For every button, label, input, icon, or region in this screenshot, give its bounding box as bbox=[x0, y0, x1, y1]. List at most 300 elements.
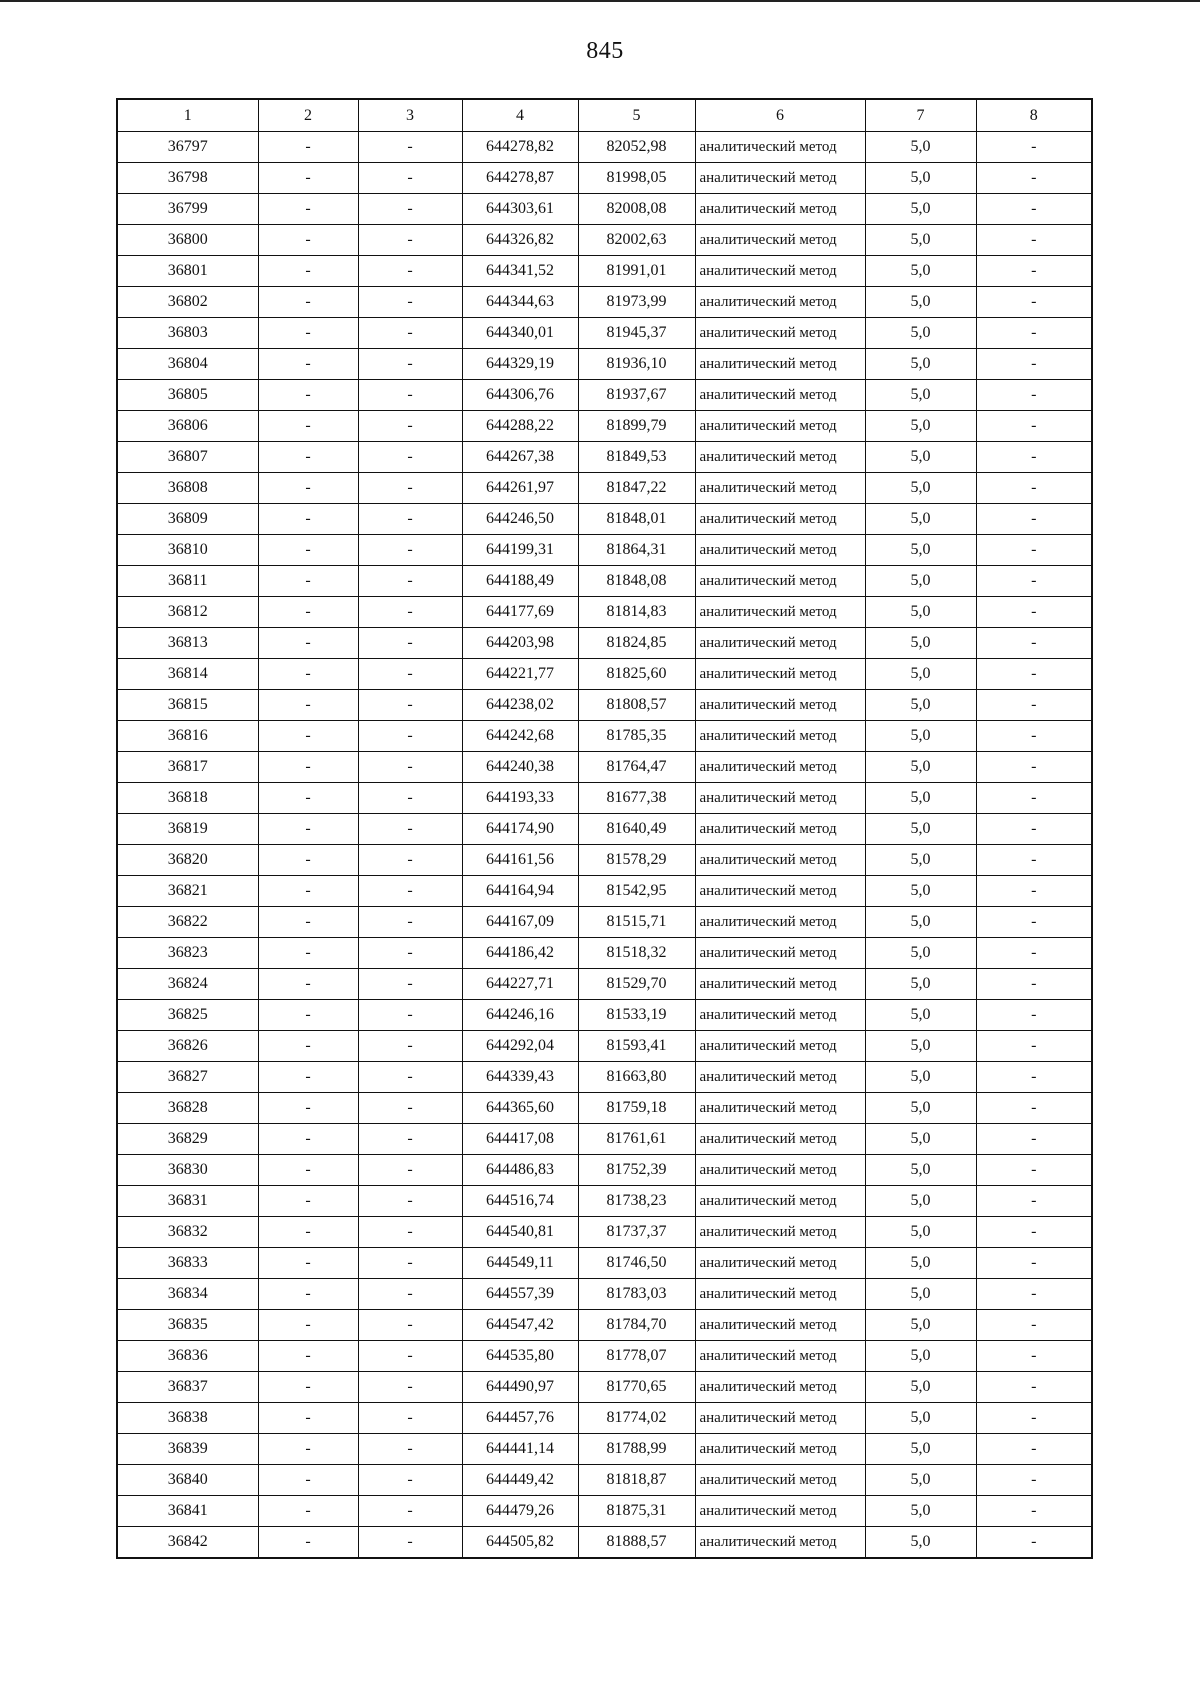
cell-col3-value: - bbox=[358, 845, 462, 876]
cell-col8-value: - bbox=[976, 1341, 1092, 1372]
cell-point-number: 36828 bbox=[117, 1093, 258, 1124]
cell-x-coordinate: 644177,69 bbox=[462, 597, 578, 628]
cell-point-number: 36832 bbox=[117, 1217, 258, 1248]
cell-col8-value: - bbox=[976, 1155, 1092, 1186]
cell-col2-value: - bbox=[258, 783, 358, 814]
cell-col3-value: - bbox=[358, 876, 462, 907]
cell-col2-value: - bbox=[258, 473, 358, 504]
cell-y-coordinate: 81818,87 bbox=[578, 1465, 695, 1496]
cell-col8-value: - bbox=[976, 659, 1092, 690]
cell-method: аналитический метод bbox=[695, 907, 865, 938]
cell-point-number: 36817 bbox=[117, 752, 258, 783]
cell-col8-value: - bbox=[976, 1217, 1092, 1248]
cell-col8-value: - bbox=[976, 628, 1092, 659]
cell-col2-value: - bbox=[258, 194, 358, 225]
table-row bbox=[117, 814, 1092, 845]
cell-method: аналитический метод bbox=[695, 628, 865, 659]
cell-accuracy: 5,0 bbox=[865, 907, 976, 938]
cell-x-coordinate: 644486,83 bbox=[462, 1155, 578, 1186]
cell-y-coordinate: 81778,07 bbox=[578, 1341, 695, 1372]
cell-col8-value: - bbox=[976, 783, 1092, 814]
cell-col2-value: - bbox=[258, 256, 358, 287]
cell-col8-value: - bbox=[976, 907, 1092, 938]
cell-col3-value: - bbox=[358, 256, 462, 287]
cell-col8-value: - bbox=[976, 1248, 1092, 1279]
cell-point-number: 36826 bbox=[117, 1031, 258, 1062]
cell-accuracy: 5,0 bbox=[865, 876, 976, 907]
cell-x-coordinate: 644188,49 bbox=[462, 566, 578, 597]
table-row bbox=[117, 690, 1092, 721]
cell-col2-value: - bbox=[258, 845, 358, 876]
cell-accuracy: 5,0 bbox=[865, 1062, 976, 1093]
cell-method: аналитический метод bbox=[695, 1310, 865, 1341]
cell-col3-value: - bbox=[358, 721, 462, 752]
table-row bbox=[117, 1093, 1092, 1124]
cell-x-coordinate: 644344,63 bbox=[462, 287, 578, 318]
cell-col2-value: - bbox=[258, 380, 358, 411]
column-header-8: 8 bbox=[976, 99, 1092, 132]
cell-col2-value: - bbox=[258, 1000, 358, 1031]
cell-col8-value: - bbox=[976, 1031, 1092, 1062]
cell-col8-value: - bbox=[976, 1186, 1092, 1217]
cell-col8-value: - bbox=[976, 597, 1092, 628]
cell-col2-value: - bbox=[258, 1465, 358, 1496]
cell-y-coordinate: 81808,57 bbox=[578, 690, 695, 721]
table-row bbox=[117, 1341, 1092, 1372]
cell-col3-value: - bbox=[358, 442, 462, 473]
cell-col3-value: - bbox=[358, 473, 462, 504]
cell-method: аналитический метод bbox=[695, 473, 865, 504]
cell-accuracy: 5,0 bbox=[865, 225, 976, 256]
cell-accuracy: 5,0 bbox=[865, 163, 976, 194]
cell-x-coordinate: 644306,76 bbox=[462, 380, 578, 411]
cell-method: аналитический метод bbox=[695, 1434, 865, 1465]
cell-accuracy: 5,0 bbox=[865, 814, 976, 845]
cell-accuracy: 5,0 bbox=[865, 287, 976, 318]
cell-point-number: 36834 bbox=[117, 1279, 258, 1310]
cell-point-number: 36840 bbox=[117, 1465, 258, 1496]
table-row bbox=[117, 1434, 1092, 1465]
cell-col3-value: - bbox=[358, 659, 462, 690]
cell-col2-value: - bbox=[258, 1155, 358, 1186]
cell-y-coordinate: 81759,18 bbox=[578, 1093, 695, 1124]
cell-col3-value: - bbox=[358, 566, 462, 597]
cell-col2-value: - bbox=[258, 907, 358, 938]
cell-x-coordinate: 644479,26 bbox=[462, 1496, 578, 1527]
cell-col8-value: - bbox=[976, 380, 1092, 411]
cell-col3-value: - bbox=[358, 318, 462, 349]
cell-accuracy: 5,0 bbox=[865, 721, 976, 752]
cell-y-coordinate: 81529,70 bbox=[578, 969, 695, 1000]
cell-x-coordinate: 644549,11 bbox=[462, 1248, 578, 1279]
cell-col3-value: - bbox=[358, 1217, 462, 1248]
cell-accuracy: 5,0 bbox=[865, 349, 976, 380]
cell-accuracy: 5,0 bbox=[865, 628, 976, 659]
cell-point-number: 36806 bbox=[117, 411, 258, 442]
cell-col2-value: - bbox=[258, 132, 358, 163]
cell-x-coordinate: 644246,16 bbox=[462, 1000, 578, 1031]
cell-accuracy: 5,0 bbox=[865, 938, 976, 969]
cell-method: аналитический метод bbox=[695, 1403, 865, 1434]
cell-y-coordinate: 81825,60 bbox=[578, 659, 695, 690]
cell-col2-value: - bbox=[258, 814, 358, 845]
cell-y-coordinate: 81640,49 bbox=[578, 814, 695, 845]
cell-col8-value: - bbox=[976, 473, 1092, 504]
cell-col8-value: - bbox=[976, 1496, 1092, 1527]
table-row bbox=[117, 132, 1092, 163]
cell-col8-value: - bbox=[976, 566, 1092, 597]
cell-x-coordinate: 644365,60 bbox=[462, 1093, 578, 1124]
table-header bbox=[117, 99, 1092, 132]
cell-col3-value: - bbox=[358, 1031, 462, 1062]
cell-col2-value: - bbox=[258, 1279, 358, 1310]
cell-col3-value: - bbox=[358, 907, 462, 938]
cell-accuracy: 5,0 bbox=[865, 1403, 976, 1434]
cell-col3-value: - bbox=[358, 380, 462, 411]
cell-col8-value: - bbox=[976, 132, 1092, 163]
cell-col2-value: - bbox=[258, 1186, 358, 1217]
cell-col8-value: - bbox=[976, 504, 1092, 535]
cell-col2-value: - bbox=[258, 566, 358, 597]
cell-col2-value: - bbox=[258, 1248, 358, 1279]
cell-col3-value: - bbox=[358, 535, 462, 566]
cell-point-number: 36800 bbox=[117, 225, 258, 256]
cell-point-number: 36822 bbox=[117, 907, 258, 938]
cell-y-coordinate: 81848,08 bbox=[578, 566, 695, 597]
cell-accuracy: 5,0 bbox=[865, 318, 976, 349]
table-row bbox=[117, 349, 1092, 380]
cell-method: аналитический метод bbox=[695, 783, 865, 814]
cell-method: аналитический метод bbox=[695, 442, 865, 473]
cell-col8-value: - bbox=[976, 938, 1092, 969]
cell-accuracy: 5,0 bbox=[865, 442, 976, 473]
cell-y-coordinate: 81785,35 bbox=[578, 721, 695, 752]
cell-accuracy: 5,0 bbox=[865, 1527, 976, 1559]
cell-point-number: 36803 bbox=[117, 318, 258, 349]
cell-point-number: 36824 bbox=[117, 969, 258, 1000]
cell-x-coordinate: 644186,42 bbox=[462, 938, 578, 969]
table-row bbox=[117, 1310, 1092, 1341]
table-row bbox=[117, 287, 1092, 318]
cell-method: аналитический метод bbox=[695, 132, 865, 163]
table-row bbox=[117, 163, 1092, 194]
cell-y-coordinate: 81737,37 bbox=[578, 1217, 695, 1248]
cell-y-coordinate: 81738,23 bbox=[578, 1186, 695, 1217]
cell-col2-value: - bbox=[258, 752, 358, 783]
cell-point-number: 36798 bbox=[117, 163, 258, 194]
cell-accuracy: 5,0 bbox=[865, 969, 976, 1000]
cell-col3-value: - bbox=[358, 628, 462, 659]
cell-x-coordinate: 644340,01 bbox=[462, 318, 578, 349]
cell-col8-value: - bbox=[976, 256, 1092, 287]
cell-x-coordinate: 644267,38 bbox=[462, 442, 578, 473]
cell-point-number: 36830 bbox=[117, 1155, 258, 1186]
cell-point-number: 36831 bbox=[117, 1186, 258, 1217]
cell-col3-value: - bbox=[358, 1155, 462, 1186]
cell-accuracy: 5,0 bbox=[865, 535, 976, 566]
cell-point-number: 36809 bbox=[117, 504, 258, 535]
cell-x-coordinate: 644278,87 bbox=[462, 163, 578, 194]
cell-x-coordinate: 644199,31 bbox=[462, 535, 578, 566]
cell-accuracy: 5,0 bbox=[865, 566, 976, 597]
table-row bbox=[117, 194, 1092, 225]
cell-y-coordinate: 81593,41 bbox=[578, 1031, 695, 1062]
coordinates-table bbox=[116, 98, 1093, 1559]
cell-col3-value: - bbox=[358, 194, 462, 225]
table-row bbox=[117, 1031, 1092, 1062]
cell-col3-value: - bbox=[358, 1124, 462, 1155]
cell-col3-value: - bbox=[358, 1465, 462, 1496]
cell-point-number: 36810 bbox=[117, 535, 258, 566]
page-top-border bbox=[0, 0, 1200, 2]
table-row bbox=[117, 876, 1092, 907]
cell-y-coordinate: 81746,50 bbox=[578, 1248, 695, 1279]
table-row bbox=[117, 1496, 1092, 1527]
cell-col3-value: - bbox=[358, 1248, 462, 1279]
cell-accuracy: 5,0 bbox=[865, 1310, 976, 1341]
cell-col8-value: - bbox=[976, 287, 1092, 318]
cell-col2-value: - bbox=[258, 318, 358, 349]
cell-y-coordinate: 81518,32 bbox=[578, 938, 695, 969]
cell-y-coordinate: 81848,01 bbox=[578, 504, 695, 535]
table-row bbox=[117, 1403, 1092, 1434]
cell-point-number: 36841 bbox=[117, 1496, 258, 1527]
cell-x-coordinate: 644339,43 bbox=[462, 1062, 578, 1093]
cell-method: аналитический метод bbox=[695, 1093, 865, 1124]
cell-col3-value: - bbox=[358, 1527, 462, 1559]
cell-col2-value: - bbox=[258, 659, 358, 690]
cell-method: аналитический метод bbox=[695, 566, 865, 597]
cell-y-coordinate: 81991,01 bbox=[578, 256, 695, 287]
cell-y-coordinate: 81849,53 bbox=[578, 442, 695, 473]
cell-col3-value: - bbox=[358, 1341, 462, 1372]
cell-y-coordinate: 81774,02 bbox=[578, 1403, 695, 1434]
cell-y-coordinate: 81788,99 bbox=[578, 1434, 695, 1465]
cell-col3-value: - bbox=[358, 1496, 462, 1527]
cell-col8-value: - bbox=[976, 752, 1092, 783]
column-header-4: 4 bbox=[462, 99, 578, 132]
table-row bbox=[117, 473, 1092, 504]
cell-point-number: 36801 bbox=[117, 256, 258, 287]
cell-point-number: 36807 bbox=[117, 442, 258, 473]
table-row bbox=[117, 380, 1092, 411]
cell-x-coordinate: 644505,82 bbox=[462, 1527, 578, 1559]
cell-x-coordinate: 644193,33 bbox=[462, 783, 578, 814]
cell-x-coordinate: 644417,08 bbox=[462, 1124, 578, 1155]
cell-y-coordinate: 81973,99 bbox=[578, 287, 695, 318]
cell-col2-value: - bbox=[258, 1062, 358, 1093]
table-row bbox=[117, 411, 1092, 442]
table-row bbox=[117, 1372, 1092, 1403]
cell-y-coordinate: 81578,29 bbox=[578, 845, 695, 876]
cell-col3-value: - bbox=[358, 504, 462, 535]
cell-col3-value: - bbox=[358, 349, 462, 380]
table-row bbox=[117, 1000, 1092, 1031]
cell-col2-value: - bbox=[258, 1031, 358, 1062]
cell-point-number: 36838 bbox=[117, 1403, 258, 1434]
cell-col8-value: - bbox=[976, 1062, 1092, 1093]
cell-point-number: 36823 bbox=[117, 938, 258, 969]
cell-x-coordinate: 644161,56 bbox=[462, 845, 578, 876]
cell-y-coordinate: 81888,57 bbox=[578, 1527, 695, 1559]
cell-method: аналитический метод bbox=[695, 597, 865, 628]
cell-point-number: 36836 bbox=[117, 1341, 258, 1372]
cell-y-coordinate: 81764,47 bbox=[578, 752, 695, 783]
cell-point-number: 36814 bbox=[117, 659, 258, 690]
cell-x-coordinate: 644557,39 bbox=[462, 1279, 578, 1310]
cell-x-coordinate: 644329,19 bbox=[462, 349, 578, 380]
cell-y-coordinate: 81847,22 bbox=[578, 473, 695, 504]
cell-col3-value: - bbox=[358, 1372, 462, 1403]
table-row bbox=[117, 938, 1092, 969]
cell-accuracy: 5,0 bbox=[865, 1186, 976, 1217]
cell-method: аналитический метод bbox=[695, 659, 865, 690]
cell-col2-value: - bbox=[258, 1496, 358, 1527]
cell-point-number: 36821 bbox=[117, 876, 258, 907]
cell-point-number: 36818 bbox=[117, 783, 258, 814]
cell-accuracy: 5,0 bbox=[865, 1248, 976, 1279]
cell-y-coordinate: 81814,83 bbox=[578, 597, 695, 628]
table-row bbox=[117, 1248, 1092, 1279]
cell-col3-value: - bbox=[358, 1093, 462, 1124]
cell-accuracy: 5,0 bbox=[865, 1341, 976, 1372]
cell-col2-value: - bbox=[258, 1341, 358, 1372]
cell-method: аналитический метод bbox=[695, 535, 865, 566]
cell-accuracy: 5,0 bbox=[865, 1093, 976, 1124]
cell-method: аналитический метод bbox=[695, 1496, 865, 1527]
cell-col8-value: - bbox=[976, 1000, 1092, 1031]
cell-col2-value: - bbox=[258, 1372, 358, 1403]
cell-accuracy: 5,0 bbox=[865, 1124, 976, 1155]
cell-x-coordinate: 644441,14 bbox=[462, 1434, 578, 1465]
cell-accuracy: 5,0 bbox=[865, 1031, 976, 1062]
cell-col3-value: - bbox=[358, 1000, 462, 1031]
cell-point-number: 36833 bbox=[117, 1248, 258, 1279]
cell-point-number: 36799 bbox=[117, 194, 258, 225]
table-row bbox=[117, 1465, 1092, 1496]
cell-method: аналитический метод bbox=[695, 1062, 865, 1093]
cell-point-number: 36812 bbox=[117, 597, 258, 628]
cell-method: аналитический метод bbox=[695, 1031, 865, 1062]
cell-col8-value: - bbox=[976, 1465, 1092, 1496]
cell-col3-value: - bbox=[358, 597, 462, 628]
table-row bbox=[117, 597, 1092, 628]
cell-col2-value: - bbox=[258, 721, 358, 752]
cell-method: аналитический метод bbox=[695, 1372, 865, 1403]
cell-method: аналитический метод bbox=[695, 845, 865, 876]
cell-col8-value: - bbox=[976, 349, 1092, 380]
cell-col8-value: - bbox=[976, 876, 1092, 907]
cell-x-coordinate: 644203,98 bbox=[462, 628, 578, 659]
cell-accuracy: 5,0 bbox=[865, 752, 976, 783]
cell-col2-value: - bbox=[258, 1403, 358, 1434]
cell-col8-value: - bbox=[976, 1279, 1092, 1310]
cell-col8-value: - bbox=[976, 1434, 1092, 1465]
cell-col8-value: - bbox=[976, 721, 1092, 752]
table-row bbox=[117, 969, 1092, 1000]
cell-x-coordinate: 644278,82 bbox=[462, 132, 578, 163]
cell-point-number: 36842 bbox=[117, 1527, 258, 1559]
cell-y-coordinate: 81945,37 bbox=[578, 318, 695, 349]
cell-x-coordinate: 644227,71 bbox=[462, 969, 578, 1000]
cell-method: аналитический метод bbox=[695, 1279, 865, 1310]
table-row bbox=[117, 225, 1092, 256]
cell-col2-value: - bbox=[258, 225, 358, 256]
cell-col8-value: - bbox=[976, 225, 1092, 256]
cell-x-coordinate: 644547,42 bbox=[462, 1310, 578, 1341]
table-row bbox=[117, 1124, 1092, 1155]
cell-method: аналитический метод bbox=[695, 380, 865, 411]
cell-x-coordinate: 644292,04 bbox=[462, 1031, 578, 1062]
table-row bbox=[117, 535, 1092, 566]
cell-method: аналитический метод bbox=[695, 1186, 865, 1217]
cell-method: аналитический метод bbox=[695, 752, 865, 783]
cell-method: аналитический метод bbox=[695, 504, 865, 535]
table-body bbox=[117, 132, 1092, 1559]
cell-y-coordinate: 81899,79 bbox=[578, 411, 695, 442]
cell-point-number: 36816 bbox=[117, 721, 258, 752]
cell-accuracy: 5,0 bbox=[865, 1465, 976, 1496]
cell-y-coordinate: 81542,95 bbox=[578, 876, 695, 907]
column-header-3: 3 bbox=[358, 99, 462, 132]
column-header-2: 2 bbox=[258, 99, 358, 132]
cell-method: аналитический метод bbox=[695, 1124, 865, 1155]
cell-x-coordinate: 644326,82 bbox=[462, 225, 578, 256]
cell-point-number: 36813 bbox=[117, 628, 258, 659]
cell-method: аналитический метод bbox=[695, 876, 865, 907]
cell-point-number: 36805 bbox=[117, 380, 258, 411]
cell-y-coordinate: 81663,80 bbox=[578, 1062, 695, 1093]
cell-col2-value: - bbox=[258, 690, 358, 721]
cell-accuracy: 5,0 bbox=[865, 1372, 976, 1403]
cell-col2-value: - bbox=[258, 1434, 358, 1465]
table-row bbox=[117, 1217, 1092, 1248]
cell-accuracy: 5,0 bbox=[865, 1496, 976, 1527]
cell-method: аналитический метод bbox=[695, 969, 865, 1000]
cell-y-coordinate: 81824,85 bbox=[578, 628, 695, 659]
cell-col8-value: - bbox=[976, 845, 1092, 876]
cell-method: аналитический метод bbox=[695, 938, 865, 969]
cell-col3-value: - bbox=[358, 287, 462, 318]
cell-y-coordinate: 81998,05 bbox=[578, 163, 695, 194]
cell-accuracy: 5,0 bbox=[865, 256, 976, 287]
cell-x-coordinate: 644221,77 bbox=[462, 659, 578, 690]
cell-y-coordinate: 82052,98 bbox=[578, 132, 695, 163]
cell-method: аналитический метод bbox=[695, 256, 865, 287]
table-row bbox=[117, 1155, 1092, 1186]
cell-accuracy: 5,0 bbox=[865, 1155, 976, 1186]
cell-x-coordinate: 644341,52 bbox=[462, 256, 578, 287]
cell-col2-value: - bbox=[258, 1527, 358, 1559]
cell-method: аналитический метод bbox=[695, 318, 865, 349]
cell-col8-value: - bbox=[976, 1403, 1092, 1434]
cell-y-coordinate: 81533,19 bbox=[578, 1000, 695, 1031]
table-row bbox=[117, 907, 1092, 938]
cell-x-coordinate: 644449,42 bbox=[462, 1465, 578, 1496]
cell-x-coordinate: 644516,74 bbox=[462, 1186, 578, 1217]
table-row bbox=[117, 628, 1092, 659]
cell-col3-value: - bbox=[358, 1186, 462, 1217]
cell-x-coordinate: 644164,94 bbox=[462, 876, 578, 907]
cell-col8-value: - bbox=[976, 690, 1092, 721]
cell-y-coordinate: 81784,70 bbox=[578, 1310, 695, 1341]
cell-col2-value: - bbox=[258, 411, 358, 442]
cell-col3-value: - bbox=[358, 225, 462, 256]
cell-accuracy: 5,0 bbox=[865, 1279, 976, 1310]
cell-point-number: 36815 bbox=[117, 690, 258, 721]
cell-col2-value: - bbox=[258, 938, 358, 969]
cell-col2-value: - bbox=[258, 969, 358, 1000]
